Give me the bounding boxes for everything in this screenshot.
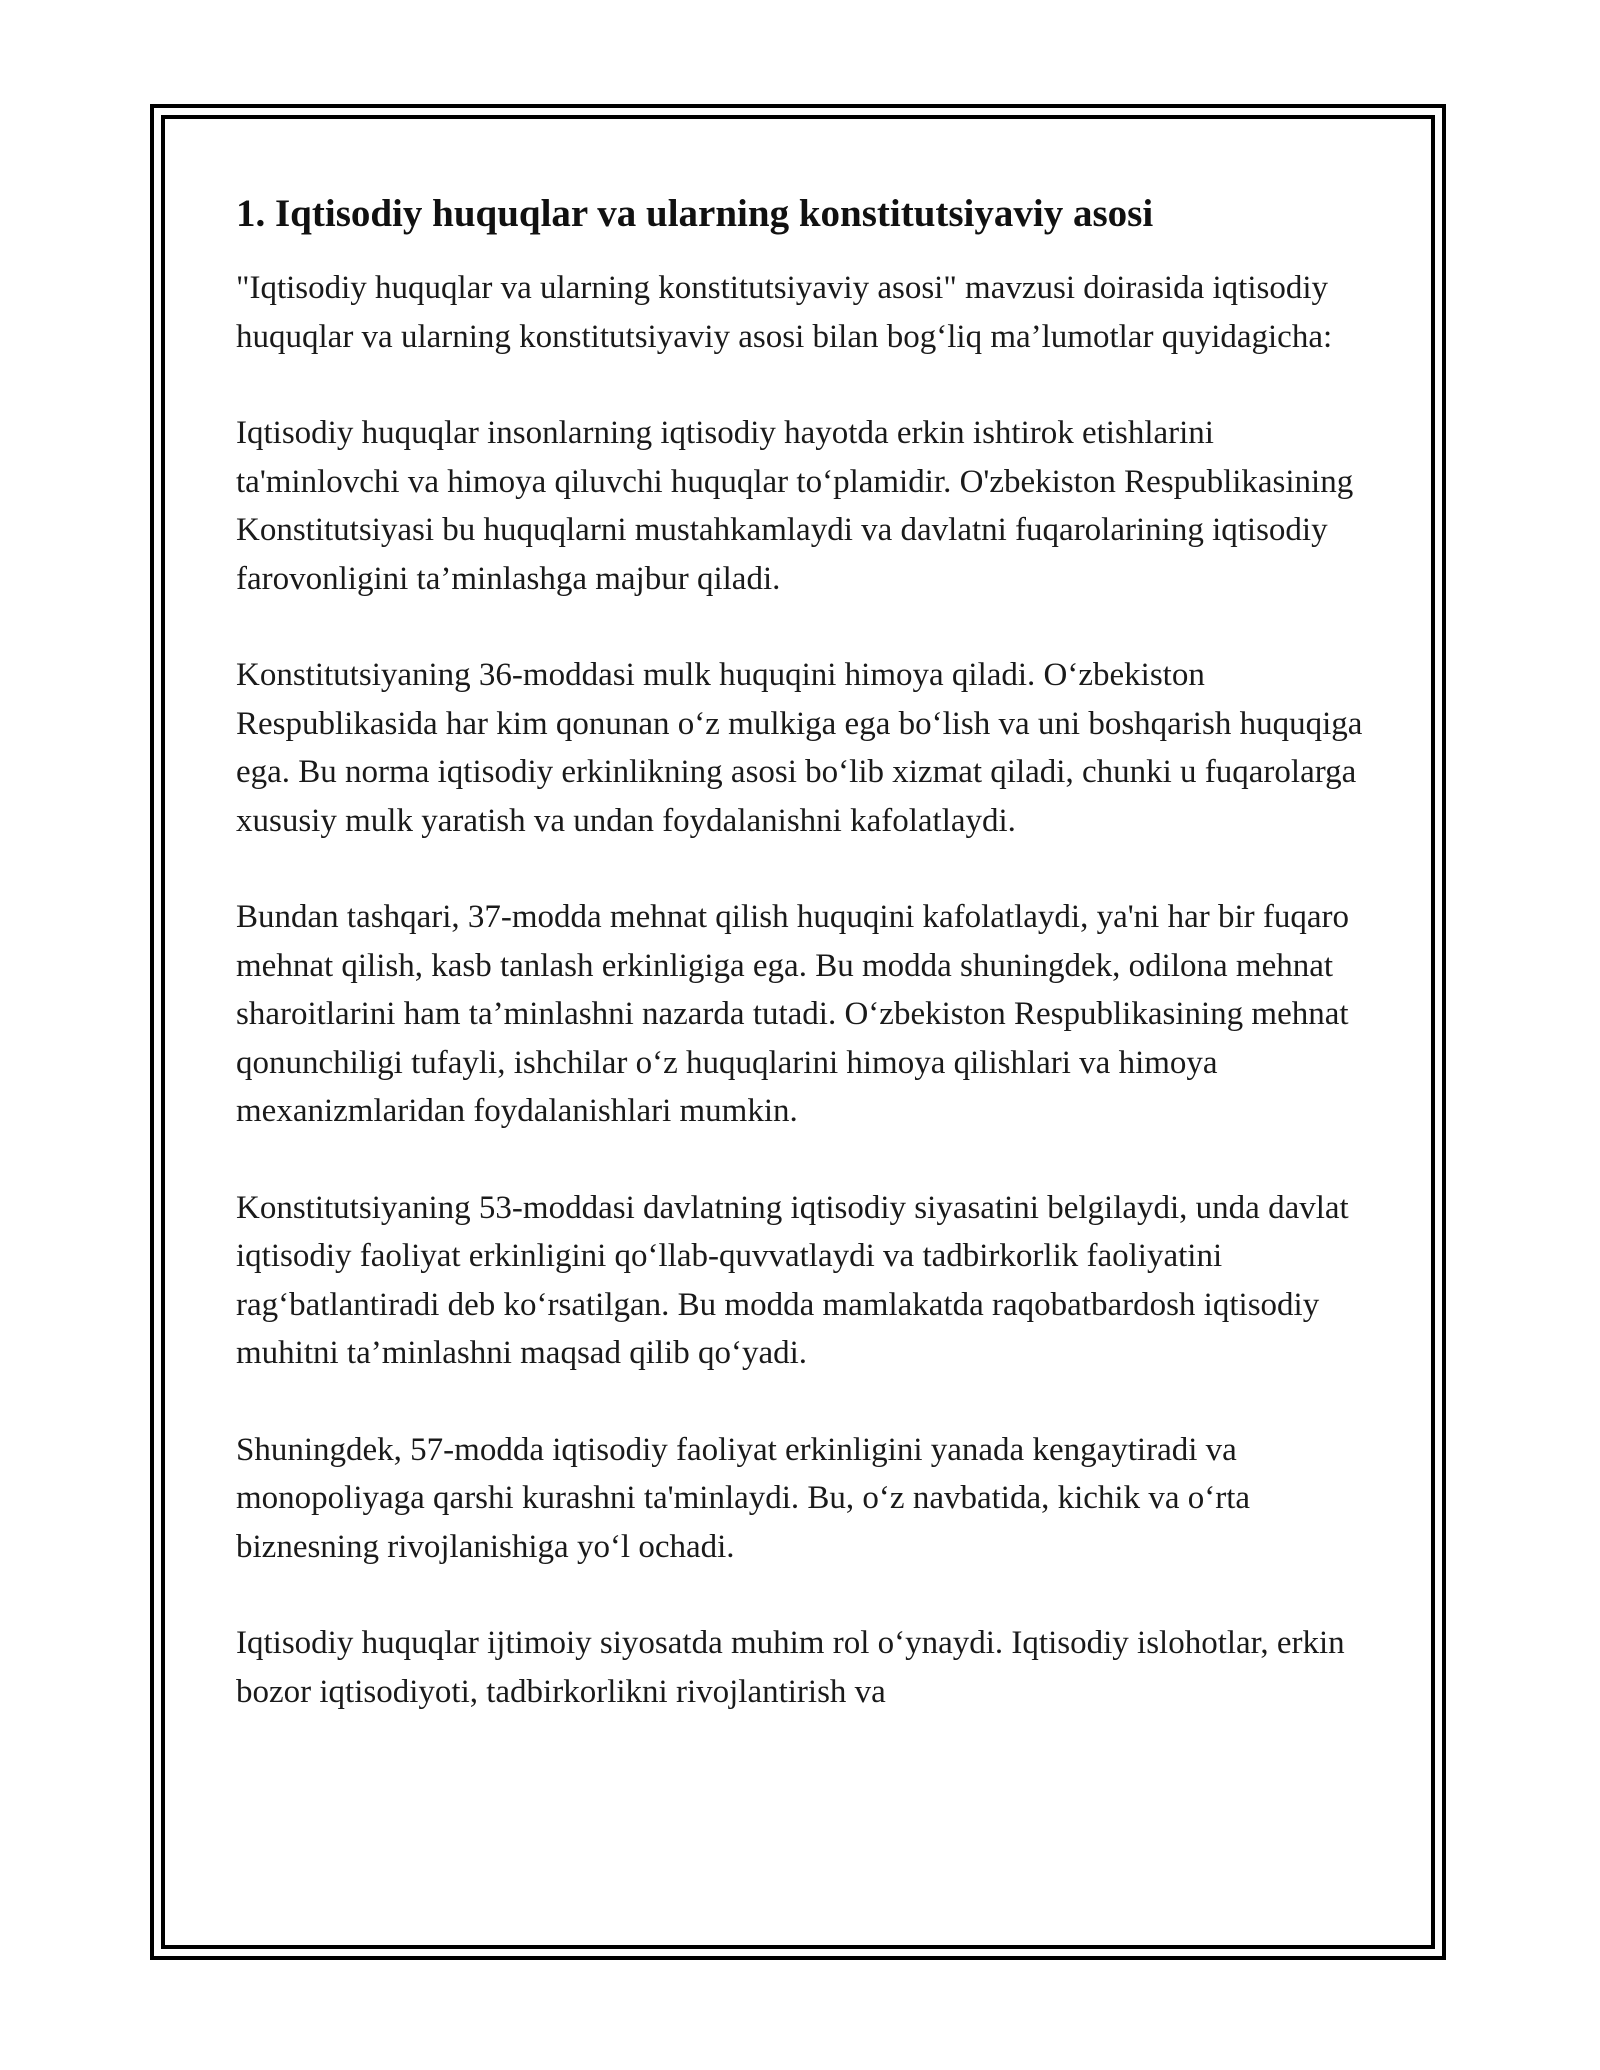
document-body xyxy=(236,188,1371,1716)
paragraph-article-37: Bundan tashqari, 37-modda mehnat qilish huquqini kafolatlaydi, ya'ni har bir fuqaro mehnat qilish, kasb tanlash erkinligiga ega. Bu modda shuningdek, odilona mehnat sharoitlarini ham ta’minlashni nazarda tutadi. O‘zbekiston Respublikasining mehnat qonunchiligi tufayli, ishchilar o‘z huquqlarini himoya qilishlari va himoya mexanizmlaridan foydalanishlari mumkin. xyxy=(236,899,1350,1129)
paragraph-economic-rights: Iqtisodiy huquqlar insonlarning iqtisodiy hayotda erkin ishtirok etishlarini ta'minlovchi va himoya qiluvchi huquqlar to‘plamidir. O'zbekiston Respublikasining Konstitutsiyasi bu huquqlarni mustahkamlaydi va davlatni fuqarolarining iqtisodiy farovonligini ta’minlashga majbur qiladi. xyxy=(236,415,1354,597)
paragraph-intro: "Iqtisodiy huquqlar va ularning konstitutsiyaviy asosi" mavzusi doirasida iqtisodiy huquqlar va ularning konstitutsiyaviy asosi bilan bog‘liq ma’lumotlar quyidagicha: xyxy=(236,270,1333,355)
paragraph-article-53: Konstitutsiyaning 53-moddasi davlatning iqtisodiy siyasatini belgilaydi, unda davlat iqtisodiy faoliyat erkinligini qo‘llab-quvvatlaydi va tadbirkorlik faoliyatini rag‘batlantiradi deb ko‘rsatilgan. Bu modda mamlakatda raqobatbardosh iqtisodiy muhitni ta’minlashni maqsad qilib qo‘yadi. xyxy=(236,1189,1349,1371)
document-title: 1. Iqtisodiy huquqlar va ularning konstitutsiyaviy asosi xyxy=(236,192,1154,235)
paragraph-article-36: Konstitutsiyaning 36-moddasi mulk huquqini himoya qiladi. O‘zbekiston Respublikasida har kim qonunan o‘z mulkiga ega bo‘lish va uni boshqarish huquqiga ega. Bu norma iqtisodiy erkinlikning asosi bo‘lib xizmat qiladi, chunki u fuqarolarga xususiy mulk yaratish va undan foydalanishni kafolatlaydi. xyxy=(236,657,1363,839)
paragraph-article-57: Shuningdek, 57-modda iqtisodiy faoliyat erkinligini yanada kengaytiradi va monopoliyaga qarshi kurashni ta'minlaydi. Bu, o‘z navbatida, kichik va o‘rta biznesning rivojlanishiga yo‘l ochadi. xyxy=(236,1431,1251,1565)
paragraph-social-policy: Iqtisodiy huquqlar ijtimoiy siyosatda muhim rol o‘ynaydi. Iqtisodiy islohotlar, erkin bozor iqtisodiyoti, tadbirkorlikni rivojlantirish va xyxy=(236,1625,1345,1710)
